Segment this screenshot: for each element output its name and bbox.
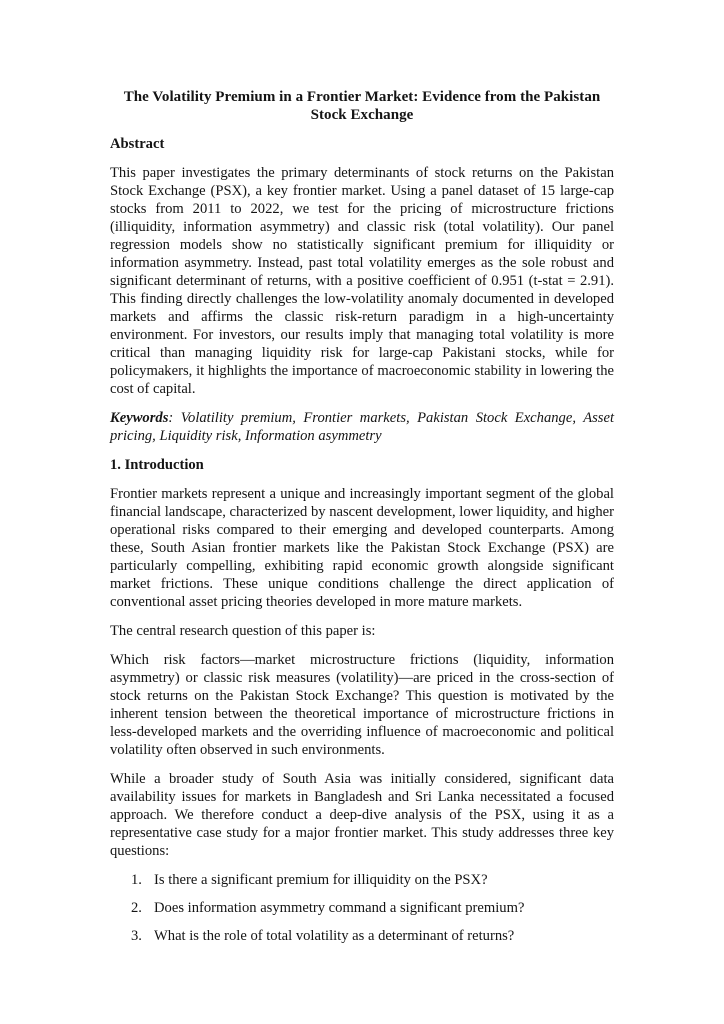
paper-title: The Volatility Premium in a Frontier Market: Evidence from the Pakistan Stock Exchange [123, 89, 601, 123]
list-item-text: Is there a significant premium for illiquidity on the PSX? [154, 872, 488, 888]
list-item-number: 1. [131, 872, 142, 888]
abstract-text: This paper investigates the primary determinants of stock returns on the Pakistan Stock Exchange (PSX), a key frontier market. Using a panel dataset of 15 large-cap stocks from 2011 to 2022, we test for the pricing of microstructure frictions (illiquidity, information asymmetry) and classic risk (total volatility). Our panel regression models show no statistically significant premium for illiquidity or information asymmetry. Instead, past total volatility emerges as the sole robust and significant determinant of returns, with a positive coefficient of 0.951 (t-stat = 2.91). This finding directly challenges the low-volatility anomaly documented in developed markets and affirms the classic risk-return paradigm in a high-uncertainty environment. For investors, our results imply that managing total volatility is more critical than managing liquidity risk for large-cap Pakistani stocks, while for policymakers, it highlights the importance of macroeconomic stability in lowering the cost of capital. [110, 165, 614, 397]
keywords [110, 409, 614, 445]
abstract-heading: Abstract [110, 136, 165, 152]
introduction-heading: 1. Introduction [110, 457, 204, 473]
document-page [110, 88, 614, 955]
intro-paragraph: Frontier markets represent a unique and increasingly important segment of the global financial landscape, characterized by nascent development, lower liquidity, and higher operational risks compared to their emerging and developed counterparts. Among these, South Asian frontier markets like the Pakistan Stock Exchange (PSX) are particularly compelling, exhibiting rapid economic growth alongside significant market frictions. These unique conditions challenge the direct application of conventional asset pricing theories developed in more mature markets. [110, 486, 614, 610]
intro-paragraph: While a broader study of South Asia was initially considered, significant data availability issues for markets in Bangladesh and Sri Lanka necessitated a focused approach. We therefore conduct a deep-dive analysis of the PSX, using it as a representative case study for a major frontier market. This study addresses three key questions: [110, 771, 614, 859]
list-item [110, 899, 614, 917]
keywords-label: Keywords [110, 410, 169, 426]
key-questions-list [110, 871, 614, 945]
list-item-text: What is the role of total volatility as a determinant of returns? [154, 928, 515, 944]
keywords-separator: : [168, 410, 181, 426]
intro-paragraph: The central research question of this paper is: [110, 623, 376, 639]
keywords-text: Volatility premium, Frontier markets, Pakistan Stock Exchange, Asset pricing, Liquidity risk, Information asymmetry [110, 410, 614, 444]
list-item-number: 3. [131, 928, 142, 944]
list-item-number: 2. [131, 900, 142, 916]
list-item [110, 927, 614, 945]
list-item [110, 871, 614, 889]
list-item-text: Does information asymmetry command a significant premium? [154, 900, 525, 916]
research-question-paragraph: Which risk factors—market microstructure frictions (liquidity, information asymmetry) or classic risk measures (volatility)—are priced in the cross-section of stock returns on the Pakistan Stock Exchange? This question is motivated by the inherent tension between the theoretical importance of microstructure frictions in less-developed markets and the overriding influence of macroeconomic and political volatility often observed in such environments. [110, 652, 614, 758]
